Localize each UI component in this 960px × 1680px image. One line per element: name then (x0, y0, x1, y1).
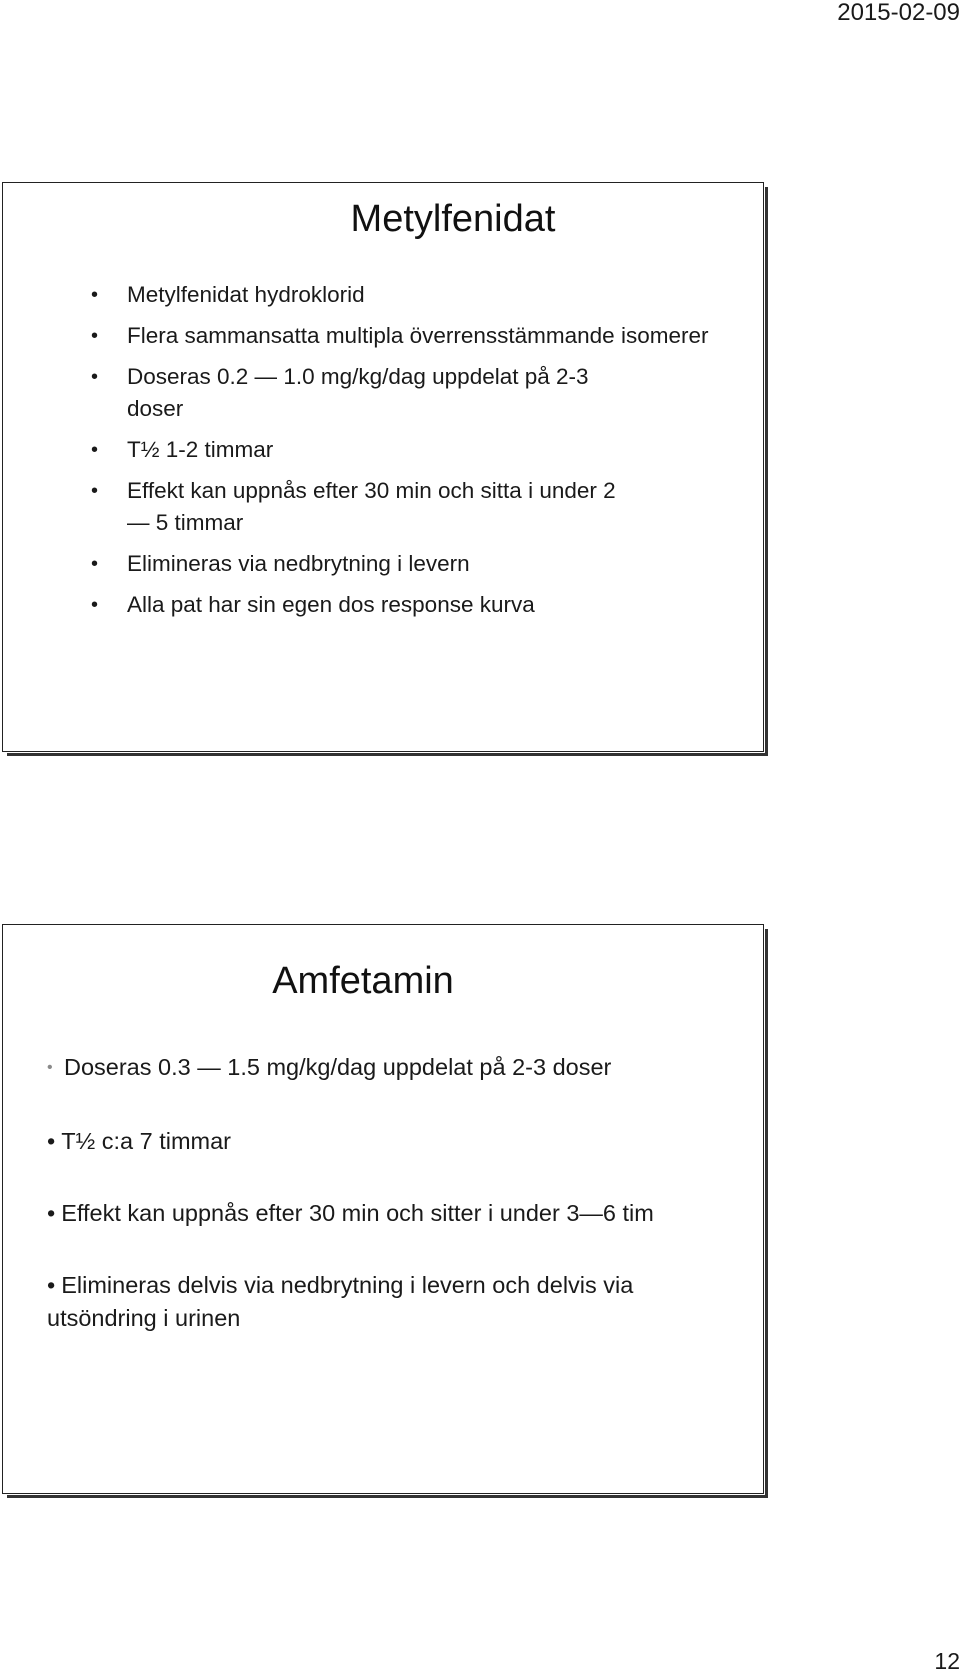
bullet-text: Effekt kan uppnås efter 30 min och sitter i under 3—6 tim (61, 1200, 654, 1226)
bullet-icon: • (47, 1128, 56, 1154)
list-item (91, 475, 637, 539)
bullet-text: Metylfenidat hydroklorid (127, 282, 365, 307)
list-item (91, 434, 687, 466)
list-item (91, 589, 747, 621)
bullet-text: Effekt kan uppnås efter 30 min och sitta i under 2 — 5 timmar (127, 478, 616, 535)
page-date: 2015-02-09 (837, 0, 960, 26)
list-item (47, 1269, 717, 1335)
slide-amfetamin (2, 924, 764, 1494)
bullet-text: T½ c:a 7 timmar (61, 1128, 231, 1154)
list-item (91, 548, 727, 580)
list-item (47, 1125, 747, 1158)
list-item (47, 1051, 747, 1084)
bullet-text: Flera sammansatta multipla överrensstämmande isomerer (127, 323, 709, 348)
list-item (47, 1197, 707, 1230)
page-number: 12 (934, 1648, 960, 1674)
bullet-icon: • (91, 325, 99, 347)
bullet-icon: • (91, 284, 99, 306)
bullet-text: Elimineras via nedbrytning i levern (127, 551, 470, 576)
bullet-icon: • (91, 553, 99, 575)
bullet-icon: • (91, 480, 99, 502)
slide-title: Metylfenidat (350, 198, 556, 240)
bullet-list (91, 279, 731, 630)
bullet-text: Doseras 0.3 — 1.5 mg/kg/dag uppdelat på 2-3 doser (64, 1054, 612, 1080)
bullet-icon: • (47, 1272, 56, 1298)
list-item (91, 279, 687, 311)
slide-metylfenidat (2, 182, 764, 752)
bullet-text: T½ 1-2 timmar (127, 437, 274, 462)
list-item (91, 361, 637, 425)
bullet-text: Alla pat har sin egen dos response kurva (127, 592, 535, 617)
bullet-icon: • (91, 439, 99, 461)
bullet-icon: • (91, 366, 99, 388)
list-item (91, 320, 747, 352)
bullet-list (47, 1051, 747, 1374)
bullet-icon: • (47, 1200, 56, 1226)
bullet-text: Elimineras delvis via nedbrytning i levern och delvis via utsöndring i urinen (47, 1272, 634, 1331)
bullet-icon: • (47, 1059, 53, 1076)
bullet-text: Doseras 0.2 — 1.0 mg/kg/dag uppdelat på 2-3 doser (127, 364, 589, 421)
slide-title: Amfetamin (272, 960, 454, 1002)
bullet-icon: • (91, 594, 99, 616)
